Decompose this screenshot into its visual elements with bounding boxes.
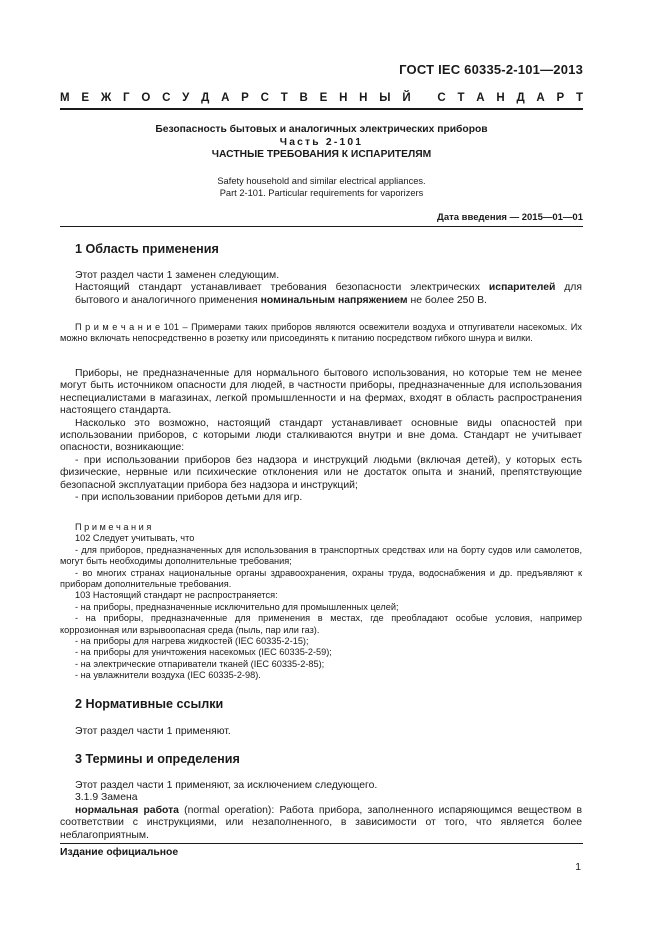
note-item: - на приборы для нагрева жидкостей (IEC 60335-2-15);	[75, 636, 309, 647]
standard-letter: Й	[402, 92, 411, 104]
title-line-1: Безопасность бытовых и аналогичных электрических приборов	[155, 124, 488, 135]
paragraph: - при использовании приборов без надзора и инструкций людьми (включая детей), у которых есть физические, нервные или психические отклонения или не достаток опыта и знаний, препятствующие безопасной эксплуатации прибора без надзора и инструкций;	[60, 454, 582, 491]
standard-letter: Д	[201, 92, 210, 104]
date-rule	[60, 226, 583, 227]
note-item: 103 Настоящий стандарт не распространяется:	[75, 590, 278, 601]
standard-letter: Р	[241, 92, 249, 104]
standard-letter: Т	[575, 92, 583, 104]
term: нормальная работа	[75, 804, 179, 816]
paragraph: Насколько это возможно, настоящий стандарт устанавливает основные виды опасностей при использовании приборов, с которыми люди сталкиваются внутри и вне дома. Стандарт не учитывает опасности, возникающие:	[60, 417, 582, 454]
paragraph: Этот раздел части 1 применяют.	[75, 726, 231, 737]
standard-letter: Ы	[379, 92, 391, 104]
note-item: - на электрические отпариватели тканей (IEC 60335-2-85);	[75, 658, 325, 669]
footer-rule	[60, 843, 583, 844]
term-definition	[60, 805, 582, 842]
standard-letter: А	[221, 92, 230, 104]
note-item: - на увлажнители воздуха (IEC 60335-2-98).	[75, 670, 261, 681]
standard-letter: Е	[319, 92, 328, 104]
section-1-heading: 1 Область применения	[75, 242, 219, 256]
standard-letter: Е	[81, 92, 90, 104]
standard-letter: О	[141, 92, 151, 104]
definition: (normal operation): Работа прибора, заполненного испаряющимся веществом в соответствии с инструкциями, или незаполненного, в зависимости от того, что является более неблагоприятным.	[60, 804, 582, 841]
english-title-line-2: Part 2-101. Particular requirements for vaporizers	[219, 187, 424, 198]
standard-letter: Д	[516, 92, 525, 104]
paragraph: Приборы, не предназначенные для нормального бытового использования, но которые тем не менее могут быть источником опасности для людей, в частности приборы, предназначенные для использования неспециалистами в магазинах, легкой промышленности и на фермах, входят в область распространения настоящего стандарта.	[60, 368, 582, 417]
note-label: П р и м е ч а н и е 101	[75, 322, 179, 332]
note-item: - на приборы для уничтожения насекомых (IEC 60335-2-59);	[75, 647, 332, 658]
note-item: - во многих странах национальные органы здравоохранения, охраны труда, водоснабжения и др. предъявляют к приборам дополнительные требования.	[60, 567, 582, 590]
standard-letter: С	[437, 92, 446, 104]
note-101	[60, 322, 582, 345]
clause-number: 3.1.9 Замена	[75, 792, 138, 804]
standard-letter: Р	[556, 92, 565, 104]
section-1-body-2	[60, 368, 582, 504]
standard-letter: В	[299, 92, 308, 104]
paragraph: Настоящий стандарт устанавливает требования безопасности электрических испарителей для бытового и аналогичного применения номинальным напряжением не более 250 В.	[75, 282, 582, 306]
note-text: – Примерами таких приборов являются освежители воздуха и отпугиватели насекомых. Их можно включать непосредственно в розетку или присоединять к питанию посредством гибкого шнура и вилки.	[60, 322, 582, 344]
standard-letter: Н	[359, 92, 368, 104]
notes-102-103	[60, 522, 582, 682]
standard-letter	[422, 92, 425, 104]
standard-letter: Т	[280, 92, 288, 104]
standard-letter: Г	[123, 92, 130, 104]
standard-letter: Н	[339, 92, 348, 104]
interstate-standard-heading	[60, 92, 583, 104]
standard-letter: Ж	[100, 92, 112, 104]
section-2-body	[75, 726, 582, 738]
standard-letter: А	[476, 92, 485, 104]
section-2-heading: 2 Нормативные ссылки	[75, 697, 224, 711]
header-rule	[60, 108, 583, 110]
paragraph: Этот раздел части 1 заменен следующим.	[75, 270, 280, 281]
note-item: 102 Следует учитывать, что	[75, 533, 195, 544]
title-part: Часть 2-101	[279, 136, 364, 148]
standard-letter: Т	[457, 92, 465, 104]
standard-letter: А	[536, 92, 545, 104]
english-title-line-1: Safety household and similar electrical appliances.	[217, 176, 426, 186]
gost-code: ГОСТ IEC 60335-2-101—2013	[399, 62, 583, 77]
english-title	[60, 176, 583, 199]
section-1-body	[75, 270, 582, 307]
title-block	[60, 124, 583, 162]
note-item: - для приборов, предназначенных для использования в транспортных средствах или на борту судов или самолетов, могут быть необходимы дополнительные требования;	[60, 544, 582, 567]
standard-letter: С	[162, 92, 171, 104]
paragraph: - при использовании приборов детьми для игр.	[75, 492, 303, 504]
notes-label: П р и м е ч а н и я	[75, 522, 152, 532]
note-item: - на приборы, предназначенные для применения в местах, где преобладают особые условия, например коррозионная или взрывоопасная среда (пыль, пар или газ).	[60, 613, 582, 635]
paragraph: Этот раздел части 1 применяют, за исключением следующего.	[75, 780, 378, 791]
standard-letter: У	[182, 92, 190, 104]
page-number: 1	[575, 862, 581, 873]
section-3-body	[60, 780, 582, 842]
standard-letter: Н	[496, 92, 505, 104]
standard-letter: М	[60, 92, 70, 104]
note-item: - на приборы, предназначенные исключительно для промышленных целей;	[75, 601, 399, 612]
standard-letter: С	[260, 92, 269, 104]
section-3-heading: 3 Термины и определения	[75, 752, 240, 766]
introduction-date: Дата введения — 2015—01—01	[437, 212, 583, 223]
title-line-3: ЧАСТНЫЕ ТРЕБОВАНИЯ К ИСПАРИТЕЛЯМ	[211, 149, 432, 160]
official-edition: Издание официальное	[60, 847, 179, 858]
